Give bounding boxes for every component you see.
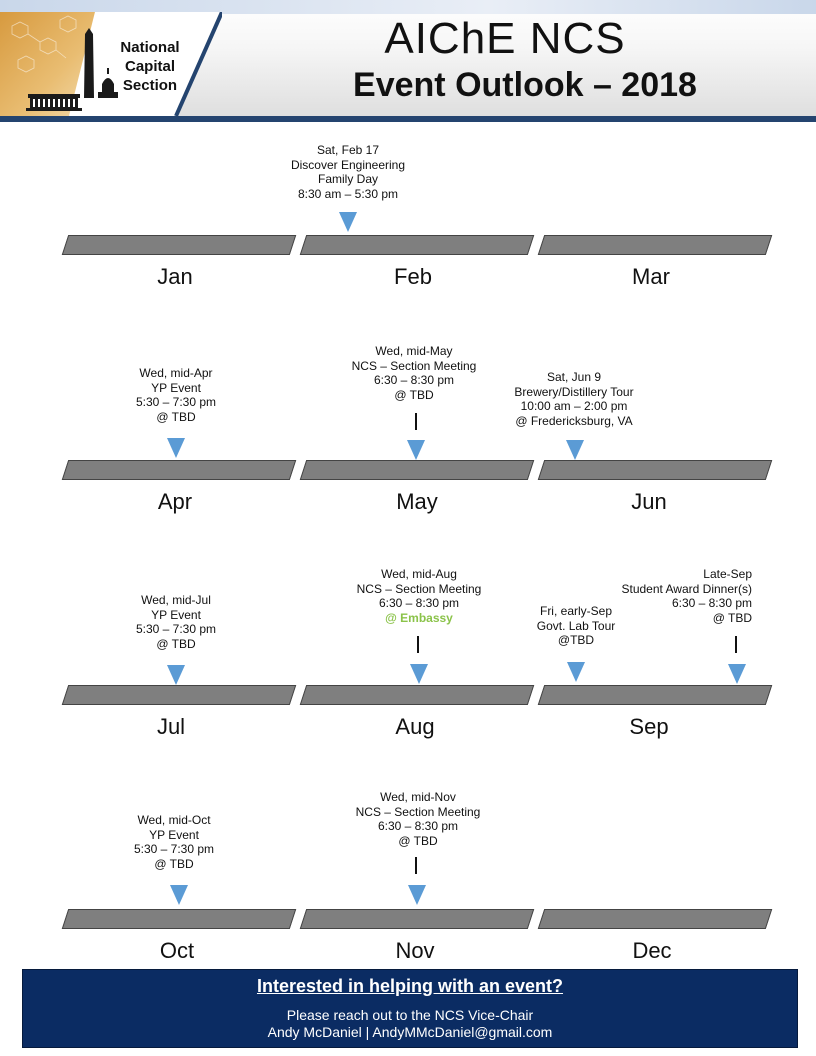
event-location: @ TBD	[154, 856, 194, 871]
event-time: 6:30 – 8:30 pm	[671, 596, 752, 610]
month-bar-sep	[538, 685, 772, 705]
event-marker-stem	[417, 636, 419, 653]
event-may-section-meeting	[334, 344, 494, 402]
month-label-feb: Feb	[394, 264, 432, 289]
logo-line-2: Capital	[124, 58, 175, 75]
event-time: 5:30 – 7:30 pm	[135, 622, 217, 636]
callout-title: Interested in helping with an event?	[256, 976, 564, 996]
event-title: YP Event	[149, 827, 199, 842]
event-marker-icon	[170, 885, 188, 905]
event-date: Wed, mid-Apr	[139, 366, 213, 380]
event-title: YP Event	[151, 380, 201, 395]
event-location: @ TBD	[394, 387, 434, 402]
month-label-may: May	[396, 489, 438, 514]
event-time: 6:30 – 8:30 pm	[373, 373, 455, 387]
event-marker-icon	[566, 440, 584, 460]
event-time: 10:00 am – 2:00 pm	[520, 399, 628, 413]
event-time: 6:30 – 8:30 pm	[378, 596, 460, 610]
event-marker-icon	[339, 212, 357, 232]
event-title: Student Award Dinner(s)	[621, 581, 752, 596]
page-title: AIChE NCS	[384, 14, 626, 63]
event-date: Sat, Feb 17	[316, 143, 380, 157]
event-location: @ TBD	[156, 409, 196, 424]
month-label-jun: Jun	[631, 489, 667, 514]
event-marker-stem	[735, 636, 737, 653]
logo-line-1: National	[120, 39, 180, 56]
event-aug-section-meeting	[339, 567, 499, 625]
contact-info: Andy McDaniel | AndyMMcDaniel@gmail.com	[267, 1024, 553, 1040]
month-bar-jun	[538, 460, 772, 480]
page-subtitle: Event Outlook – 2018	[353, 66, 697, 104]
month-label-sep: Sep	[629, 714, 669, 739]
event-title: Discover Engineering	[290, 157, 406, 172]
month-label-mar: Mar	[632, 264, 670, 289]
event-date: Sat, Jun 9	[546, 370, 602, 384]
event-feb-discover-engineering	[268, 143, 428, 201]
month-label-nov: Nov	[395, 938, 435, 963]
event-date: Wed, mid-Oct	[137, 813, 211, 827]
event-location: @ TBD	[712, 610, 752, 625]
callout-text: Please reach out to the NCS Vice-Chair	[286, 1007, 534, 1023]
section-logo	[0, 12, 222, 116]
month-label-jan: Jan	[157, 264, 193, 289]
volunteer-callout	[22, 969, 798, 1048]
month-label-dec: Dec	[632, 938, 672, 963]
month-bar-jan	[62, 235, 296, 255]
event-marker-stem	[415, 857, 417, 874]
event-location: @ TBD	[398, 833, 438, 848]
event-title: Govt. Lab Tour	[536, 618, 616, 633]
event-date: Wed, mid-Aug	[381, 567, 457, 581]
event-marker-icon	[408, 885, 426, 905]
event-sep-student-award-dinner	[596, 567, 752, 625]
event-location: @TBD	[557, 633, 595, 647]
event-apr-yp	[96, 366, 256, 424]
month-bar-aug	[300, 685, 534, 705]
event-time: 6:30 – 8:30 pm	[377, 819, 459, 833]
event-marker-icon	[567, 662, 585, 682]
page-header	[0, 0, 816, 122]
event-title: NCS – Section Meeting	[356, 581, 482, 596]
month-bar-mar	[538, 235, 772, 255]
event-time: 5:30 – 7:30 pm	[133, 842, 215, 856]
event-jul-yp	[96, 593, 256, 651]
logo-line-3: Section	[122, 77, 178, 94]
month-bar-feb	[300, 235, 534, 255]
header-bottom-stripe	[0, 116, 816, 122]
event-time: 8:30 am – 5:30 pm	[297, 186, 399, 201]
event-marker-icon	[167, 438, 185, 458]
month-bar-dec	[538, 909, 772, 929]
event-jun-brewery-tour	[494, 370, 654, 428]
event-subtitle: Family Day	[317, 172, 378, 186]
month-bar-may	[300, 460, 534, 480]
month-bar-apr	[62, 460, 296, 480]
event-title: NCS – Section Meeting	[351, 358, 477, 373]
month-bar-oct	[62, 909, 296, 929]
month-bar-jul	[62, 685, 296, 705]
event-title: Brewery/Distillery Tour	[514, 384, 634, 399]
event-marker-icon	[167, 665, 185, 685]
month-label-oct: Oct	[159, 938, 195, 963]
event-marker-icon	[728, 664, 746, 684]
event-date: Late-Sep	[703, 567, 752, 581]
event-date: Wed, mid-Nov	[380, 790, 456, 804]
event-marker-icon	[410, 664, 428, 684]
event-marker-icon	[407, 440, 425, 460]
month-label-aug: Aug	[395, 714, 435, 739]
event-date: Fri, early-Sep	[539, 604, 613, 618]
event-oct-yp	[94, 813, 254, 871]
month-label-jul: Jul	[156, 714, 186, 739]
event-date: Wed, mid-May	[375, 344, 453, 358]
month-bar-nov	[300, 909, 534, 929]
event-title: NCS – Section Meeting	[355, 804, 481, 819]
event-date: Wed, mid-Jul	[141, 593, 211, 607]
event-location-highlight: @ Embassy	[385, 610, 453, 625]
month-label-apr: Apr	[157, 489, 193, 514]
logo-text	[100, 38, 200, 95]
event-location: @ Fredericksburg, VA	[515, 413, 633, 428]
event-time: 5:30 – 7:30 pm	[135, 395, 217, 409]
event-marker-stem	[415, 413, 417, 430]
event-title: YP Event	[151, 607, 201, 622]
event-location: @ TBD	[156, 636, 196, 651]
event-nov-section-meeting	[338, 790, 498, 848]
